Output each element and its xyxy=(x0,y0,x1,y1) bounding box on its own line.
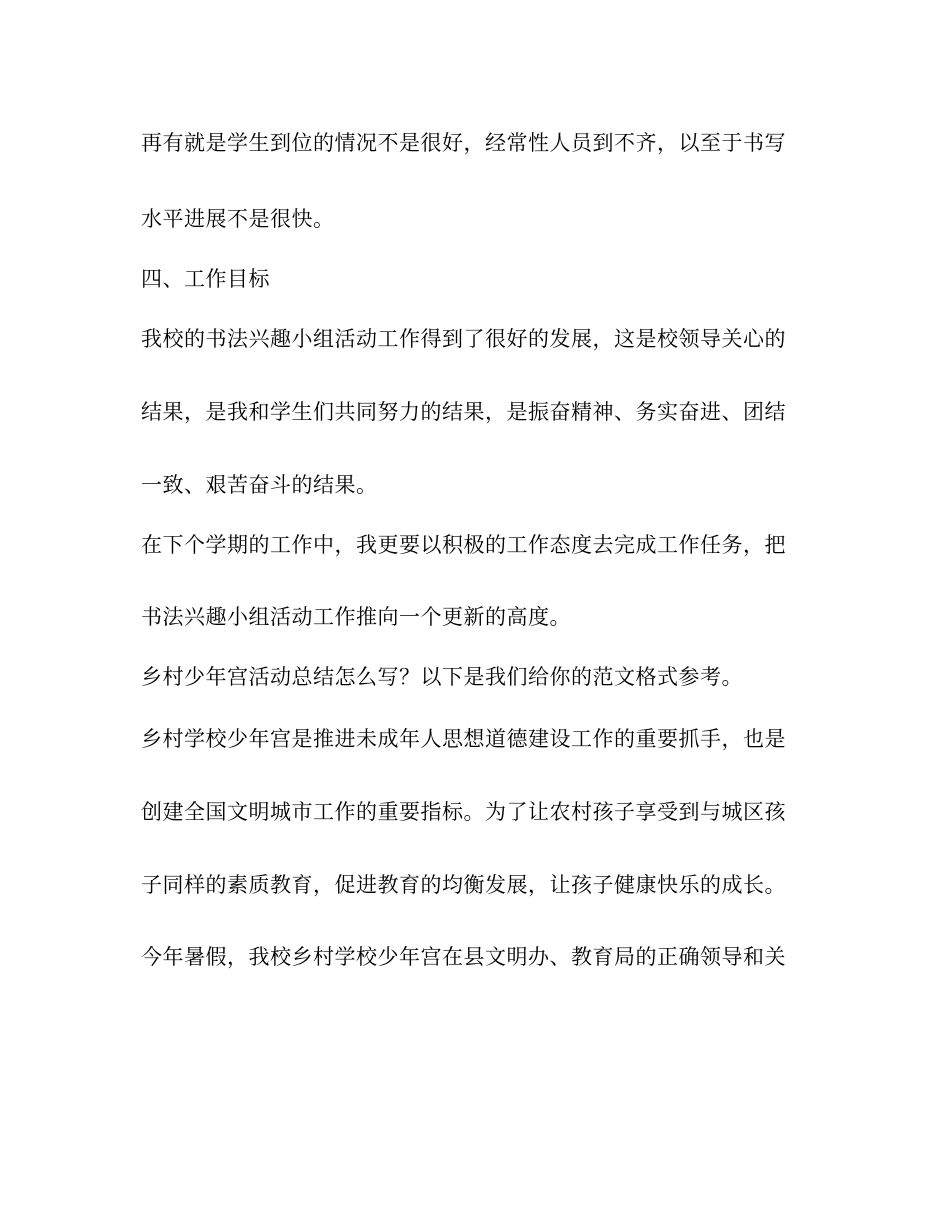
text-line: 子同样的素质教育，促进教育的均衡发展，让孩子健康快乐的成长。 xyxy=(141,873,786,897)
text-line: 再有就是学生到位的情况不是很好，经常性人员到不齐，以至于书写 xyxy=(141,131,786,155)
text-line: 书法兴趣小组活动工作推向一个更新的高度。 xyxy=(141,605,571,629)
text-line: 我校的书法兴趣小组活动工作得到了很好的发展，这是校领导关心的 xyxy=(141,327,786,351)
text-line: 创建全国文明城市工作的重要指标。为了让农村孩子享受到与城区孩 xyxy=(141,800,786,824)
section-heading: 四、工作目标 xyxy=(141,267,270,291)
text-line: 今年暑假，我校乡村学校少年宫在县文明办、教育局的正确领导和关 xyxy=(141,945,786,969)
text-line: 水平进展不是很快。 xyxy=(141,207,335,231)
text-line: 乡村学校少年宫是推进未成年人思想道德建设工作的重要抓手，也是 xyxy=(141,727,786,751)
text-line: 乡村少年宫活动总结怎么写？以下是我们给你的范文格式参考。 xyxy=(141,665,743,689)
text-line: 结果，是我和学生们共同努力的结果，是振奋精神、务实奋进、团结 xyxy=(141,400,786,424)
text-line: 一致、艰苦奋斗的结果。 xyxy=(141,473,378,497)
text-line: 在下个学期的工作中，我更要以积极的工作态度去完成工作任务，把 xyxy=(141,533,786,557)
